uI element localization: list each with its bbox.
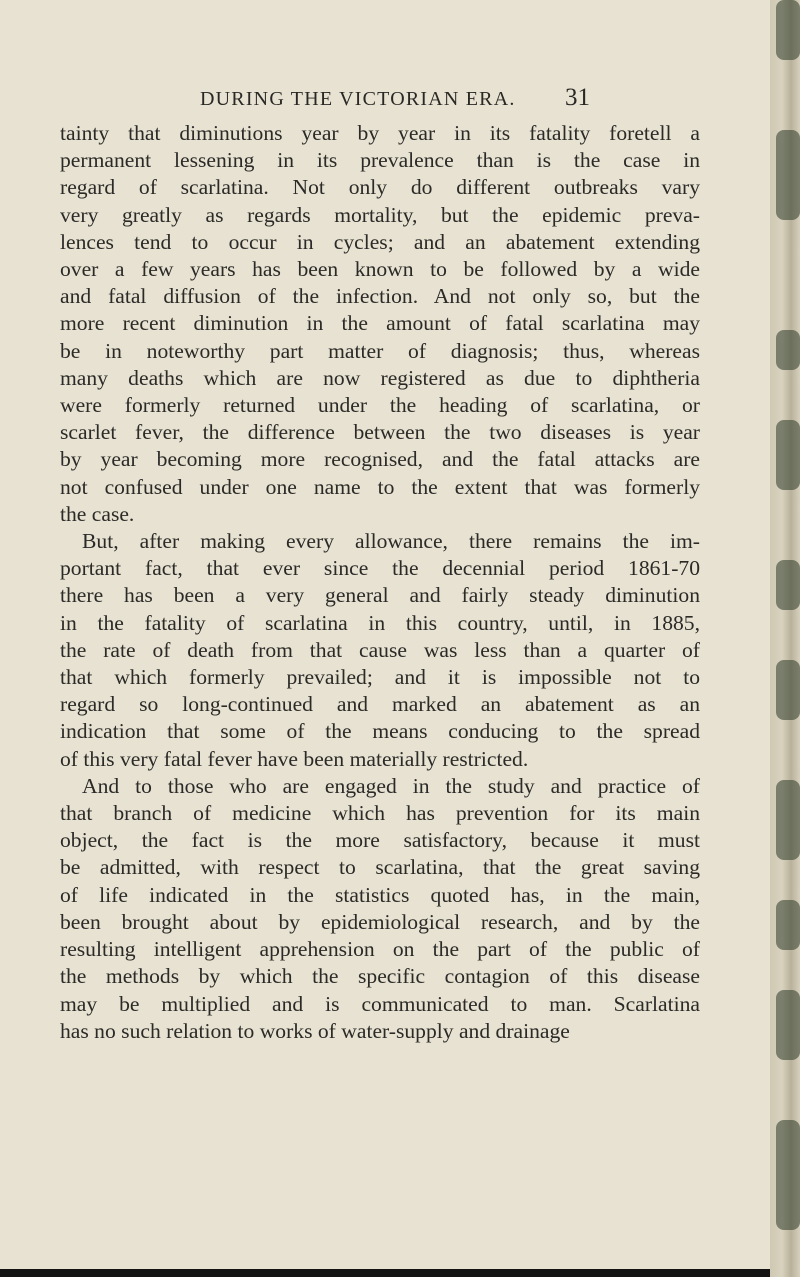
- text-line: But, after making every allowance, there remains the im-: [82, 529, 700, 554]
- text-line: there has been a very general and fairly steady diminution: [60, 583, 700, 608]
- text-line: be in noteworthy part matter of diagnosis; thus, whereas: [60, 338, 700, 363]
- text-line: the case.: [60, 501, 135, 526]
- text-line: and fatal diffusion of the infection. And not only so, but the: [60, 284, 700, 309]
- text-line: that which formerly prevailed; and it is impossible not to: [60, 665, 700, 690]
- text-line: of this very fatal fever have been materially restricted.: [60, 746, 529, 771]
- page-number: 31: [565, 84, 590, 111]
- text-line: scarlet fever, the difference between the two diseases is year: [60, 420, 700, 445]
- text-line: be admitted, with respect to scarlatina, that the great saving: [60, 855, 700, 880]
- text-line: lences tend to occur in cycles; and an abatement extending: [60, 229, 700, 254]
- text-line: of life indicated in the statistics quoted has, in the main,: [60, 882, 700, 907]
- text-line: by year becoming more recognised, and the fatal attacks are: [60, 447, 700, 472]
- paragraph-2: [60, 528, 700, 773]
- text-line: very greatly as regards mortality, but the epidemic preva-: [60, 202, 700, 227]
- text-line: has no such relation to works of water-supply and drainage: [60, 1018, 570, 1043]
- text-line: many deaths which are now registered as due to diphtheria: [60, 365, 700, 390]
- text-line: indication that some of the means conducing to the spread: [60, 719, 700, 744]
- text-line: more recent diminution in the amount of fatal scarlatina may: [60, 311, 700, 336]
- text-line: object, the fact is the more satisfactory, because it must: [60, 828, 700, 853]
- text-line: the methods by which the specific contagion of this disease: [60, 964, 700, 989]
- text-line: over a few years has been known to be followed by a wide: [60, 257, 700, 282]
- text-line: not confused under one name to the extent that was formerly: [60, 474, 700, 499]
- text-line: regard of scarlatina. Not only do different outbreaks vary: [60, 175, 700, 200]
- paragraph-1: [60, 120, 700, 528]
- scan-bottom-shadow: [0, 1269, 770, 1277]
- text-line: that branch of medicine which has prevention for its main: [60, 801, 700, 826]
- text-line: may be multiplied and is communicated to man. Scarlatina: [60, 991, 700, 1016]
- paragraph-3: [60, 773, 700, 1045]
- text-line: permanent lessening in its prevalence than is the case in: [60, 148, 700, 173]
- text-line: were formerly returned under the heading of scarlatina, or: [60, 393, 700, 418]
- running-head: DURING THE VICTORIAN ERA.: [200, 88, 516, 110]
- text-line: been brought about by epidemiological research, and by the: [60, 909, 700, 934]
- binding-edge: [770, 0, 800, 1277]
- text-line: in the fatality of scarlatina in this country, until, in 1885,: [60, 610, 700, 635]
- text-line: portant fact, that ever since the decennial period 1861-70: [60, 556, 700, 581]
- text-line: the rate of death from that cause was less than a quarter of: [60, 637, 700, 662]
- text-line: tainty that diminutions year by year in its fatality foretell a: [60, 121, 700, 145]
- text-line: And to those who are engaged in the study and practice of: [82, 773, 700, 798]
- text-line: regard so long-continued and marked an abatement as an: [60, 692, 700, 717]
- body-text: [60, 120, 700, 1045]
- text-line: resulting intelligent apprehension on the part of the public of: [60, 937, 700, 962]
